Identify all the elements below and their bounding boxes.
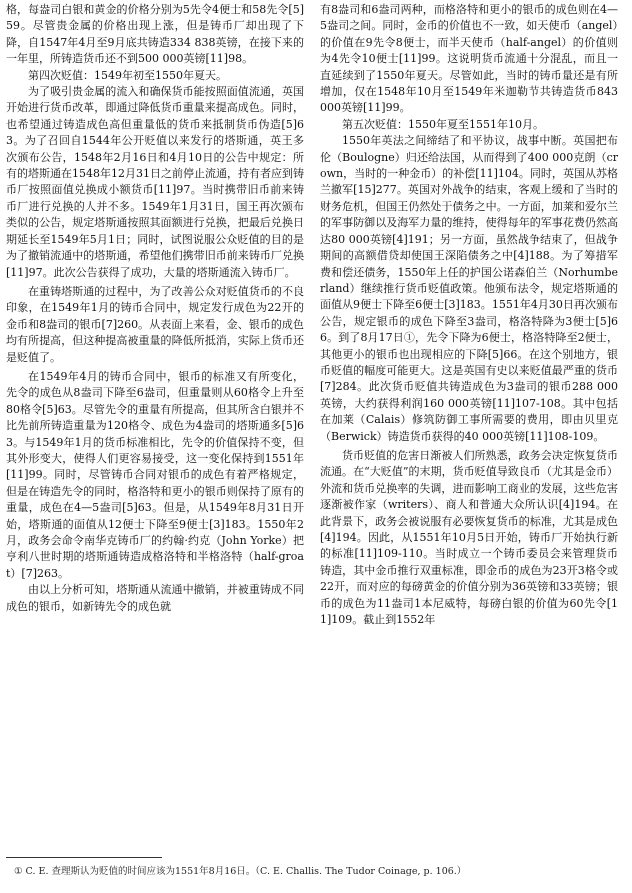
paragraph: 在1549年4月的铸币合同中，银币的标准又有所变化，先令的成色从8盎司下降至6盎司，但重量则从60格令上升至80格令[5]63。尽管先令的重量有所提高，但其所含白银并不比先前所铸造重量为120格令、成色为4盎司的塔斯通多[5]63。与1549年1月的货币标准相比，先令的价值保持不变，但其外形变大，使得人们更容易接受，这一变化保持到1551年[11]99。同时，尽管铸币合同对银币的成色有着严格规定，但是在铸造先令的同时，格洛特和更小的银币则保持了原有的重量，成色在4—5盎司[5]63。但是，从1549年8月31日开始，塔斯通的面值从12便士下降至9便士[3]183。1550年2月，政务会命令南华克铸币厂的约翰·约克（John Yorke）把亨利八世时期的塔斯通铸造成格洛特和半格洛特（half-groat）[7]263。 [6, 369, 304, 580]
paragraph-continued: 格，每盎司白银和黄金的价格分别为5先令4便士和58先令[5]59。尽管贵金属的价格出现上涨，但是铸币厂却出现了下降，自1547年4月至9月底共铸造334 838英镑，在接下来的一年里，所铸造货币还不到500 000英镑[11]98。 [6, 3, 304, 66]
paragraph: 货币贬值的危害日渐被人们所熟悉，政务会决定恢复货币流通。在“大贬值”的末期，货币贬值导致良币（尤其是金币）外流和货币兑换率的失调，进而影响工商业的发展，这些危害逐渐被作家（writers）、商人和普通大众所认识[4]194。在此背景下，政务会被说服有必要恢复货币的标准，尤其是成色[4]194。因此，从1551年10月5日开始，铸币厂开始执行新的标准[11]109-110。当时成立一个铸币委员会来管理货币铸造，其中金币推行双重标准，即金币的成色为23开3格令或22开，而对应的每磅黄金的价值分别为36英镑和33英镑；银币的成色为11盎司1本尼威特，每磅白银的价值为60先令[11]109。截止到1552年 [320, 448, 618, 627]
section-heading-fourth-debasement: 第四次贬值：1549年初至1550年夏天。 [28, 68, 227, 82]
footnote: ① C. E. 查理斯认为贬值的时间应该为1551年8月16日。（C. E. Challis. The Tudor Coinage, p. 106.） [14, 866, 467, 877]
paragraph: 为了吸引贵金属的流入和确保货币能按照面值流通，英国开始进行货币改革，即通过降低货币重量来提高成色。同时，也希望通过铸造成色高但重量低的货币来抵制货币伪造[5]63。为了召回自1544年公开贬值以来发行的塔斯通，英王多次颁布公告，1548年2月16日和4月10日的公告中规定：所有的塔斯通在1548年12月31日之前停止流通，持有者应到铸币厂按照面值兑换成小额货币[11]97。当时携带旧币前来铸币厂进行兑换的人并不多。1549年1月31日，国王再次颁布类似的公告，规定塔斯通按照其面额进行兑换，把最后兑换日期延长至1549年5月1日；同时，试图说服公众贬值的目的是为了撤销流通中的塔斯通，希望他们携带旧币前来铸币厂兑换[11]97。此次公告获得了成功，大量的塔斯通流入铸币厂。 [6, 85, 304, 279]
left-column [6, 2, 304, 615]
paragraph: 1550年英法之间缔结了和平协议，战事中断。英国把布伦（Boulogne）归还给法国，从而得到了400 000克朗（crown，当时的一种金币）的补偿[11]104。同时，英国从苏格兰撤军[15]277。英国对外战争的结束，客观上缓和了当时的财务危机，但国王仍然处于债务之中。一方面，加莱和爱尔兰的军事防御以及海军力量的维持，使得每年的军事花费仍然高达80 000英镑[4]191；另一方面，虽然战争结束了，但战争期间的高额借贷却使国王深陷债务之中[4]188。为了筹措军费和偿还债务，1550年上任的护国公诺森伯兰（Norhumberland）继续推行货币贬值政策。他颁布法令，规定塔斯通的面值从9便士下降至6便士[3]183。1551年4月30日再次颁布公告，规定银币的成色下降至3盎司，格洛特降为3便士[5]66。到了8月17日①，先令下降为6便士，格洛特降至2便士，其他更小的银币也出现相应的下降[5]66。在这个别地方，银币贬值的幅度可能更大。这是英国有史以来贬值最严重的货币[7]284。此次货币贬值共铸造成色为3盎司的银币288 000英镑，大约获得利润160 000英镑[11]107-108。其中包括在加莱（Calais）修筑防御工事所需要的费用，即由贝里克（Berwick）铸造货币获得的40 000英镑[11]108-109。 [320, 134, 618, 443]
footnote-divider [6, 857, 162, 858]
paragraph: 在重铸塔斯通的过程中，为了改善公众对贬值货币的不良印象，在1549年1月的铸币合同中，规定发行成色为22开的金币和8盎司的银币[7]260。从表面上来看，金、银币的成色均有所提高，但这种提高被重量的降低所抵消，实际上货币还是贬值了。 [6, 284, 304, 364]
section-heading-fifth-debasement: 第五次贬值：1550年夏至1551年10月。 [342, 117, 544, 131]
right-column [320, 2, 618, 628]
paragraph-continued: 有8盎司和6盎司两种，而格洛特和更小的银币的成色则在4—5盎司之间。同时，金币的价值也不一致，如天使币（angel）的价值在9先令8便士，而半天使币（half-angel）的价值则为4先令10便士[11]99。这说明货币流通十分混乱，而且一直延续到了1550年夏天。尽管如此，当时的铸币量还是有所增加，仅在1548年10月至1549年米迦勒节共铸造货币843 000英镑[11]99。 [320, 3, 618, 115]
paragraph: 由以上分析可知，塔斯通从流通中撤销，并被重铸成不同成色的银币，如新铸先令的成色就 [6, 583, 304, 613]
